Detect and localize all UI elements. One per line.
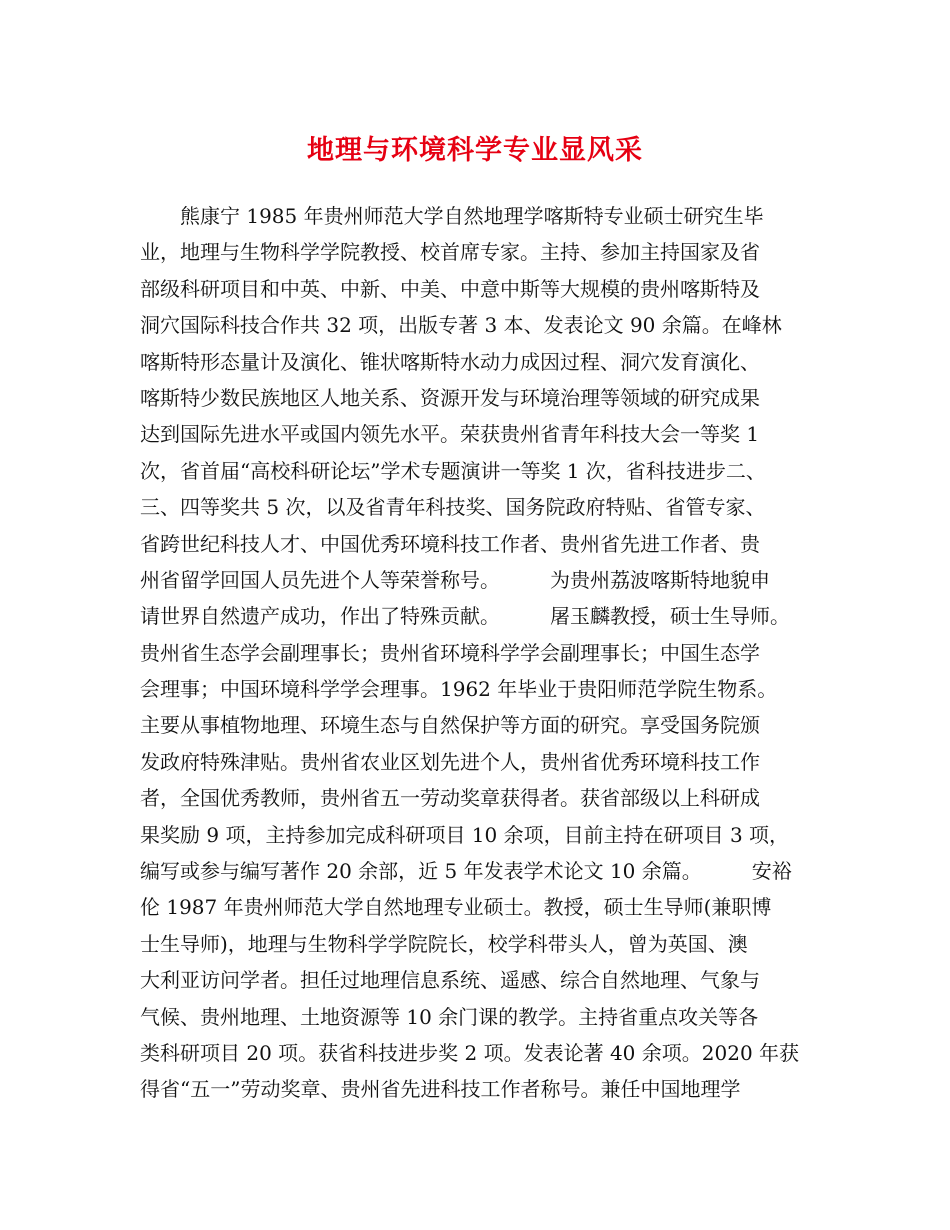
body-text [140,198,830,1108]
text-line: 熊康宁 1985 年贵州师范大学自然地理学喀斯特专业硕士研究生毕 [140,204,764,228]
text-line: 次，省首届“高校科研论坛”学术专题演讲一等奖 1 次，省科技进步二、 [140,458,766,483]
text-line: 主要从事植物地理、环境生态与自然保护等方面的研究。享受国务院颁 [140,713,760,738]
text-line: 会理事；中国环境科学学会理事。1962 年毕业于贵阳师范学院生物系。 [140,677,778,702]
text-line: 果奖励 9 项，主持参加完成科研项目 10 余项，目前主持在研项目 3 项， [140,822,790,847]
text-line: 伦 1987 年贵州师范大学自然地理专业硕士。教授，硕士生导师(兼职博 [140,895,772,920]
text-line: 省跨世纪科技人才、中国优秀环境科技工作者、贵州省先进工作者、贵 [140,531,760,556]
text-line: 者，全国优秀教师，贵州省五一劳动奖章获得者。获省部级以上科研成 [140,786,760,811]
text-line: 士生导师)，地理与生物科学学院院长，校学科带头人，曾为英国、澳 [140,931,748,956]
text-line: 贵州省生态学会副理事长；贵州省环境科学学会副理事长；中国生态学 [140,640,760,665]
text-line: 大利亚访问学者。担任过地理信息系统、遥感、综合自然地理、气象与 [140,968,760,993]
text-line: 喀斯特少数民族地区人地关系、资源开发与环境治理等领域的研究成果 [140,385,760,410]
page-title: 地理与环境科学专业显风采 [307,135,643,166]
text-line: 请世界自然遗产成功，作出了特殊贡献。 屠玉麟教授，硕士生导师。 [140,604,790,629]
text-line: 州省留学回国人员先进个人等荣誉称号。 为贵州荔波喀斯特地貌申 [140,567,770,592]
text-line: 喀斯特形态量计及演化、锥状喀斯特水动力成因过程、洞穴发育演化、 [140,349,760,374]
text-line: 类科研项目 20 项。获省科技进步奖 2 项。发表论著 40 余项。2020 年获 [140,1040,800,1065]
text-line: 编写或参与编写著作 20 余部，近 5 年发表学术论文 10 余篇。 安裕 [140,859,792,884]
text-line: 发政府特殊津贴。贵州省农业区划先进个人，贵州省优秀环境科技工作 [140,749,760,774]
text-line: 得省“五一”劳动奖章、贵州省先进科技工作者称号。兼任中国地理学 [140,1077,741,1102]
text-line: 达到国际先进水平或国内领先水平。荣获贵州省青年科技大会一等奖 1 [140,422,760,447]
text-line: 洞穴国际科技合作共 32 项，出版专著 3 本、发表论文 90 余篇。在峰林 [140,313,782,338]
text-line: 气候、贵州地理、土地资源等 10 余门课的教学。主持省重点攻关等各 [140,1004,759,1029]
text-line: 部级科研项目和中英、中新、中美、中意中斯等大规模的贵州喀斯特及 [140,276,760,301]
text-line: 三、四等奖共 5 次，以及省青年科技奖、国务院政府特贴、省管专家、 [140,495,766,520]
text-line: 业，地理与生物科学学院教授、校首席专家。主持、参加主持国家及省 [140,240,760,265]
